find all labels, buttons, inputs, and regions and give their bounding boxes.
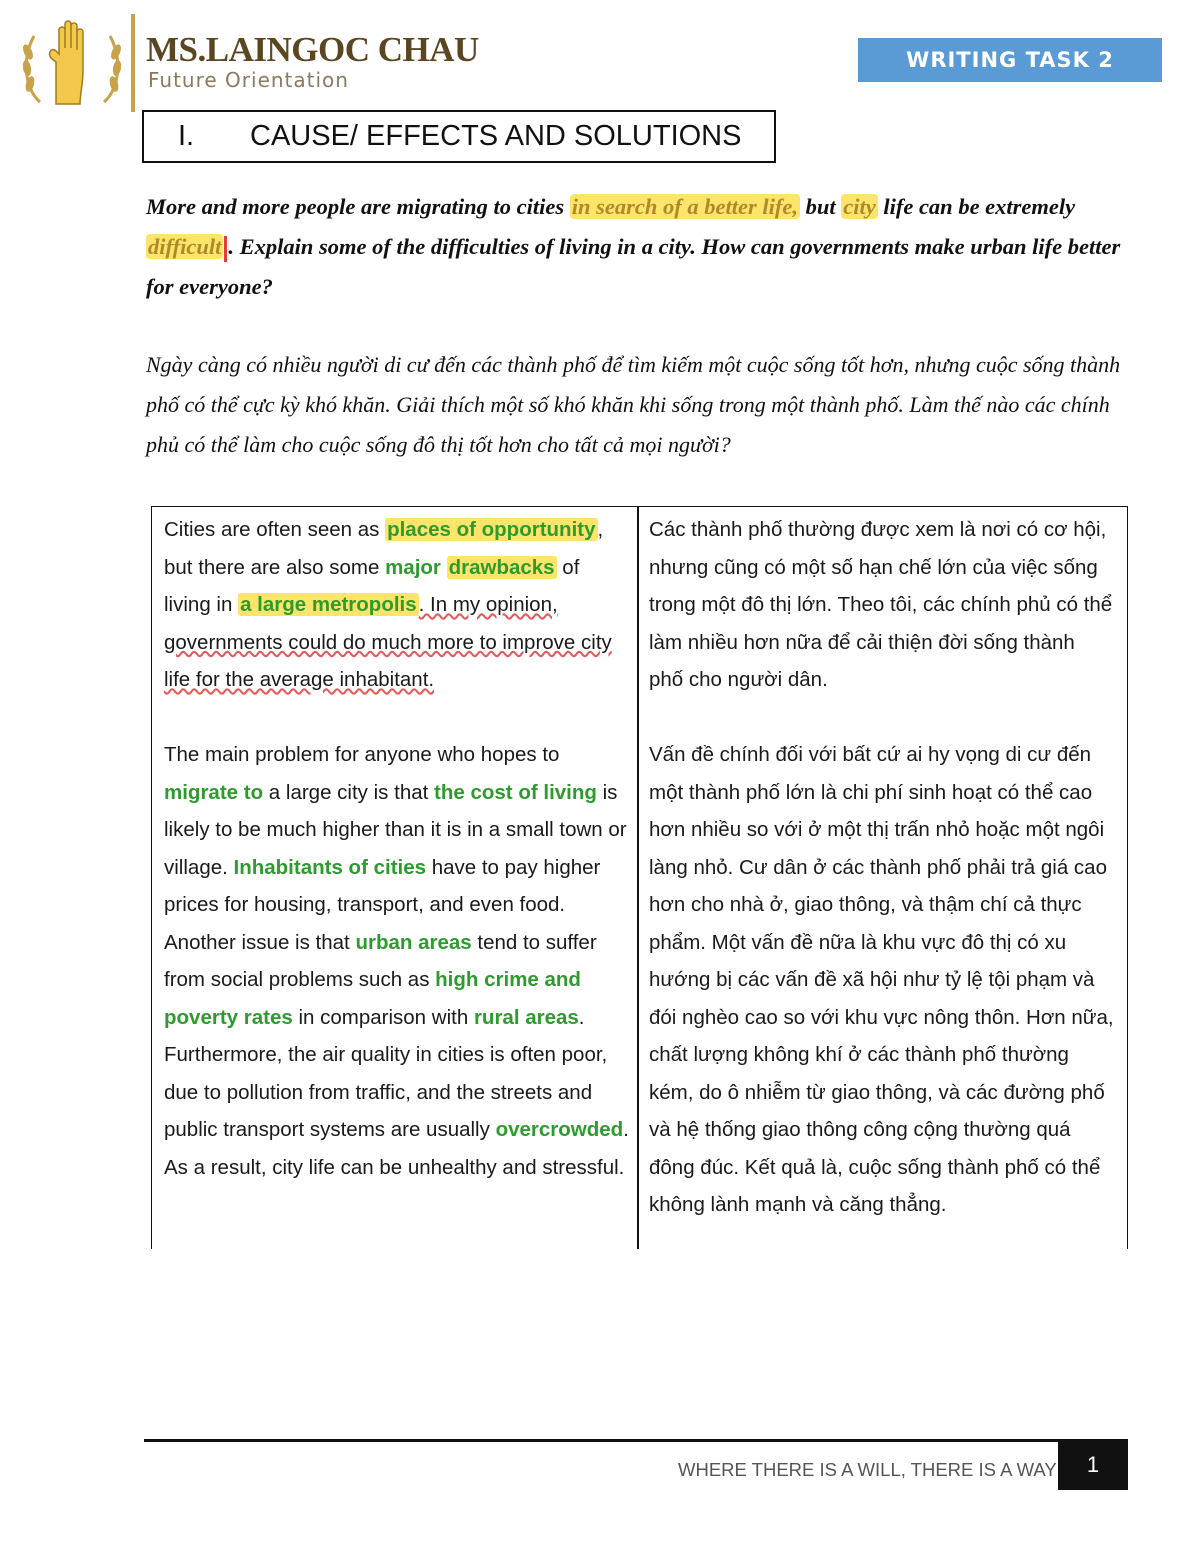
- brand-name: MS.LAINGOC CHAU: [146, 30, 479, 69]
- prompt-text: life can be extremely: [877, 194, 1076, 219]
- prompt-text: but: [799, 194, 842, 219]
- writing-task-badge: WRITING TASK 2: [858, 38, 1162, 82]
- essay-text: Cities are often seen as: [164, 518, 386, 541]
- essay-paragraph-intro: [164, 511, 629, 699]
- footer-motto: WHERE THERE IS A WILL, THERE IS A WAY: [678, 1459, 1057, 1480]
- brand-tagline: Future Orientation: [148, 68, 349, 92]
- translation-paragraph-body: Vấn đề chính đối với bất cứ ai hy vọng di cư đến một thành phố lớn là chi phí sinh hoạt có thể cao hơn nhiều so với ở một thị trấn nhỏ hoặc một ngôi làng nhỏ. Cư dân ở các thành phố phải trả giá cao hơn cho nhà ở, giao thông, và thậm chí cả thực phẩm. Một vấn đề nữa là khu vực đô thị có xu hướng bị các vấn đề xã hội như tỷ lệ tội phạm và đói nghèo cao so với khu vực nông thôn. Hơn nữa, chất lượng không khí ở các thành phố thường kém, do ô nhiễm từ giao thông, và các đường phố và hệ thống giao thông công cộng thường quá đông đúc. Kết quả là, cuộc sống thành phố có thể không lành mạnh và căng thẳng.: [649, 743, 1114, 1216]
- key-phrase: drawbacks: [448, 555, 555, 579]
- essay-text: a large city is that: [263, 780, 435, 804]
- key-phrase: the cost of living: [434, 780, 597, 804]
- footer-rule: [144, 1439, 1128, 1442]
- key-phrase: migrate to: [164, 780, 264, 804]
- section-title: CAUSE/ EFFECTS AND SOLUTIONS: [250, 120, 742, 152]
- essay-text: in comparison with: [292, 1005, 474, 1029]
- column-divider: [637, 507, 639, 1249]
- essay-text: . As a result, city life can be unhealthy and stressful.: [164, 1118, 629, 1179]
- key-phrase: major: [385, 555, 441, 579]
- prompt-text: More and more people are migrating to cities: [146, 194, 570, 219]
- brand-divider: [131, 14, 135, 112]
- essay-paragraph-body: [164, 736, 629, 1186]
- prompt-text: . Explain some of the difficulties of living in a city. How can governments make urban life better for everyone?: [146, 234, 1121, 299]
- prompt-highlight: city: [843, 194, 876, 219]
- section-number: I.: [178, 120, 195, 152]
- key-phrase: places of opportunity: [387, 518, 596, 541]
- essay-text: The main problem for anyone who hopes to: [164, 743, 560, 766]
- prompt-highlight: difficult: [148, 234, 222, 259]
- essay-text: . Furthermore, the air quality in cities is often poor, due to pollution from traffic, and the streets and public transport systems are usually: [164, 1005, 608, 1141]
- section-heading: [142, 110, 776, 163]
- essay-text: is likely to be much higher than it is in a small town or village.: [164, 780, 627, 879]
- key-phrase: rural areas: [473, 1005, 579, 1029]
- task-prompt-vi: Ngày càng có nhiều người di cư đến các thành phố để tìm kiếm một cuộc sống tốt hơn, nhưng cuộc sống thành phố có thể cực kỳ khó khăn. Giải thích một số khó khăn khi sống trong một thành phố. Làm thế nào các chính phủ có thể làm cho cuộc sống đô thị tốt hơn cho tất cả mọi người?: [146, 352, 1121, 457]
- essay-table: [151, 506, 1128, 1249]
- essay-text: , but there are also some: [164, 518, 604, 579]
- edit-mark: [224, 236, 227, 262]
- essay-column-en: [164, 511, 629, 1186]
- essay-text: have to pay higher prices for housing, transport, and even food. Another issue is that: [164, 855, 601, 954]
- key-phrase: high crime and poverty rates: [164, 968, 581, 1029]
- page-number: 1: [1058, 1440, 1128, 1490]
- raised-hand-laurel-icon: [18, 18, 126, 110]
- key-phrase: a large metropolis: [240, 593, 417, 616]
- essay-text: of living in: [164, 555, 580, 616]
- key-phrase: Inhabitants of cities: [233, 855, 427, 879]
- essay-column-vi: [649, 511, 1114, 1224]
- essay-text: [441, 556, 447, 579]
- key-phrase: urban areas: [355, 930, 472, 954]
- essay-text: tend to suffer from social problems such as: [164, 930, 597, 991]
- essay-text: . In my opinion, governments could do much more to improve city life for the average inhabitant.: [164, 593, 612, 691]
- key-phrase: overcrowded: [495, 1118, 624, 1141]
- task-prompt-en: [146, 187, 1146, 307]
- prompt-highlight: in search of a better life,: [571, 194, 798, 219]
- translation-paragraph-intro: Các thành phố thường được xem là nơi có cơ hội, nhưng cũng có một số hạn chế lớn của việc sống trong một đô thị lớn. Theo tôi, các chính phủ có thể làm nhiều hơn nữa để cải thiện đời sống thành phố cho người dân.: [649, 518, 1113, 691]
